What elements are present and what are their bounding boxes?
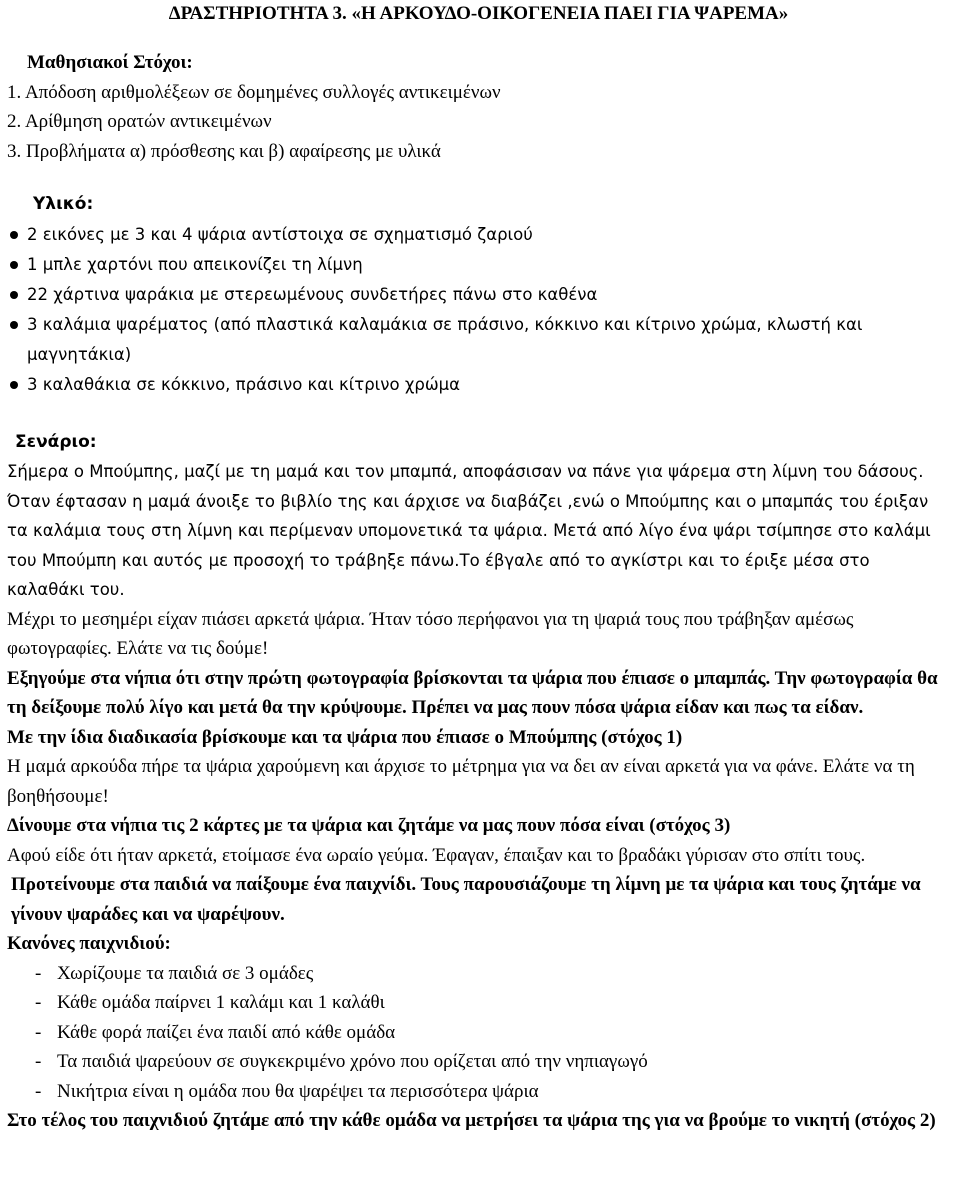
rule-item: [7, 1077, 950, 1107]
dash-icon: -: [35, 992, 42, 1013]
objectives-list: [7, 78, 950, 167]
bullet-icon: [10, 231, 18, 239]
rule-text: Κάθε ομάδα παίρνει 1 καλάμι και 1 καλάθι: [57, 992, 385, 1013]
dash-icon: -: [35, 1051, 42, 1072]
rule-item: [7, 1047, 950, 1077]
instruction-same-process: Με την ίδια διαδικασία βρίσκουμε και τα ψάρια που έπιασε ο Μπούμπης (στόχος 1): [7, 726, 683, 748]
objective-item: 2. Αρίθμηση ορατών αντικειμένων: [7, 111, 272, 132]
rules-list: [7, 959, 950, 1107]
dash-icon: -: [35, 1021, 42, 1043]
materials-heading: Υλικό:: [33, 194, 94, 214]
instruction-explain: Εξηγούμε στα νήπια ότι στην πρώτη φωτογραφία βρίσκονται τα ψάρια που έπιασε ο μπαμπάς. Την φωτογραφία θα τη δείξουμε πολύ λίγο και μετά θα την κρύψουμε. Πρέπει να μας πουν πόσα ψάρια είδαν και πως τα είδαν.: [7, 667, 938, 718]
material-item: [7, 280, 950, 310]
rule-text: Νικήτρια είναι η ομάδα που θα ψαρέψει τα περισσότερα ψάρια: [57, 1080, 539, 1102]
bullet-icon: [10, 321, 18, 329]
material-item: [7, 250, 950, 280]
materials-list: [7, 220, 950, 400]
instruction-cards: Δίνουμε στα νήπια τις 2 κάρτες με τα ψάρια και ζητάμε να μας πουν πόσα είναι (στόχος 3): [7, 815, 731, 836]
objective-item: 1. Απόδοση αριθμολέξεων σε δομημένες συλλογές αντικειμένων: [7, 81, 501, 103]
bullet-icon: [10, 291, 18, 299]
bullet-icon: [10, 381, 18, 389]
material-item: [7, 370, 950, 400]
mom-paragraph: Η μαμά αρκούδα πήρε τα ψάρια χαρούμενη και άρχισε το μέτρημα για να δει αν είναι αρκετά για να φάνε. Ελάτε να τη βοηθήσουμε!: [7, 756, 915, 807]
final-instruction: Στο τέλος του παιχνιδιού ζητάμε από την κάθε ομάδα να μετρήσει τα ψάρια της για να βρούμε το νικητή (στόχος 2): [7, 1110, 936, 1131]
scenario-paragraph-2: Μέχρι το μεσημέρι είχαν πιάσει αρκετά ψάρια. Ήταν τόσο περήφανοι για τη ψαριά τους που τράβηξαν αμέσως φωτογραφίες. Ελάτε να τις δούμε!: [7, 608, 854, 659]
rules-heading: Κανόνες παιχνιδιού:: [7, 933, 171, 954]
dash-icon: -: [35, 1080, 42, 1102]
material-text: 3 καλαθάκια σε κόκκινο, πράσινο και κίτρινο χρώμα: [27, 374, 461, 394]
rule-text: Τα παιδιά ψαρεύουν σε συγκεκριμένο χρόνο που ορίζεται από την νηπιαγωγό: [57, 1051, 648, 1072]
material-text: 22 χάρτινα ψαράκια με στερεωμένους συνδετήρες πάνω στο καθένα: [27, 284, 598, 304]
rule-item: [7, 959, 950, 989]
rule-text: Κάθε φορά παίζει ένα παιδί από κάθε ομάδα: [57, 1021, 396, 1043]
rule-item: [7, 1018, 950, 1048]
scenario-heading: Σενάριο:: [15, 431, 97, 452]
meal-paragraph: Αφού είδε ότι ήταν αρκετά, ετοίμασε ένα ωραίο γεύμα. Έφαγαν, έπαιξαν και το βραδάκι γύρισαν στο σπίτι τους.: [7, 844, 866, 866]
document-title: ΔΡΑΣΤΗΡΙΟΤΗΤΑ 3. «Η ΑΡΚΟΥΔΟ-ΟΙΚΟΓΕΝΕΙΑ ΠΑΕΙ ΓΙΑ ΨΑΡΕΜΑ»: [168, 3, 789, 24]
scenario-paragraph-1: Σήμερα ο Μπούμπης, μαζί με τη μαμά και τον μπαμπά, αποφάσισαν να πάνε για ψάρεμα στη λίμνη του δάσους. Όταν έφτασαν η μαμά άνοιξε το βιβλίο της και άρχισε να διαβάζει ,ενώ ο Μπούμπης και ο μπαμπάς του έριξαν τα καλάμια τους στη λίμνη και περίμεναν υπομονετικά τα ψάρια. Μετά από λίγο ένα ψάρι τσίμπησε στο καλάμι του Μπούμπη και αυτός με προσοχή το τράβηξε πάνω.Το έβγαλε από το αγκίστρι και το έριξε μέσα στο καλαθάκι του.: [7, 462, 931, 599]
rule-text: Χωρίζουμε τα παιδιά σε 3 ομάδες: [57, 962, 314, 984]
bullet-icon: [10, 261, 18, 269]
material-text: 1 μπλε χαρτόνι που απεικονίζει τη λίμνη: [27, 254, 363, 274]
rule-item: [7, 988, 950, 1018]
instruction-game: Προτείνουμε στα παιδιά να παίξουμε ένα παιχνίδι. Τους παρουσιάζουμε τη λίμνη με τα ψάρια και τους ζητάμε να γίνουν ψαράδες και να ψαρέψουν.: [11, 874, 921, 925]
objective-item: 3. Προβλήματα α) πρόσθεσης και β) αφαίρεσης με υλικά: [7, 140, 441, 162]
material-item: [7, 220, 950, 250]
material-text: 2 εικόνες με 3 και 4 ψάρια αντίστοιχα σε σχηματισμό ζαριού: [27, 224, 533, 244]
objectives-heading: Μαθησιακοί Στόχοι:: [27, 52, 193, 73]
material-item: [7, 310, 950, 370]
material-text: 3 καλάμια ψαρέματος (από πλαστικά καλαμάκια σε πράσινο, κόκκινο και κίτρινο χρώμα, κλωστή και μαγνητάκια): [27, 314, 863, 364]
dash-icon: -: [35, 962, 42, 984]
